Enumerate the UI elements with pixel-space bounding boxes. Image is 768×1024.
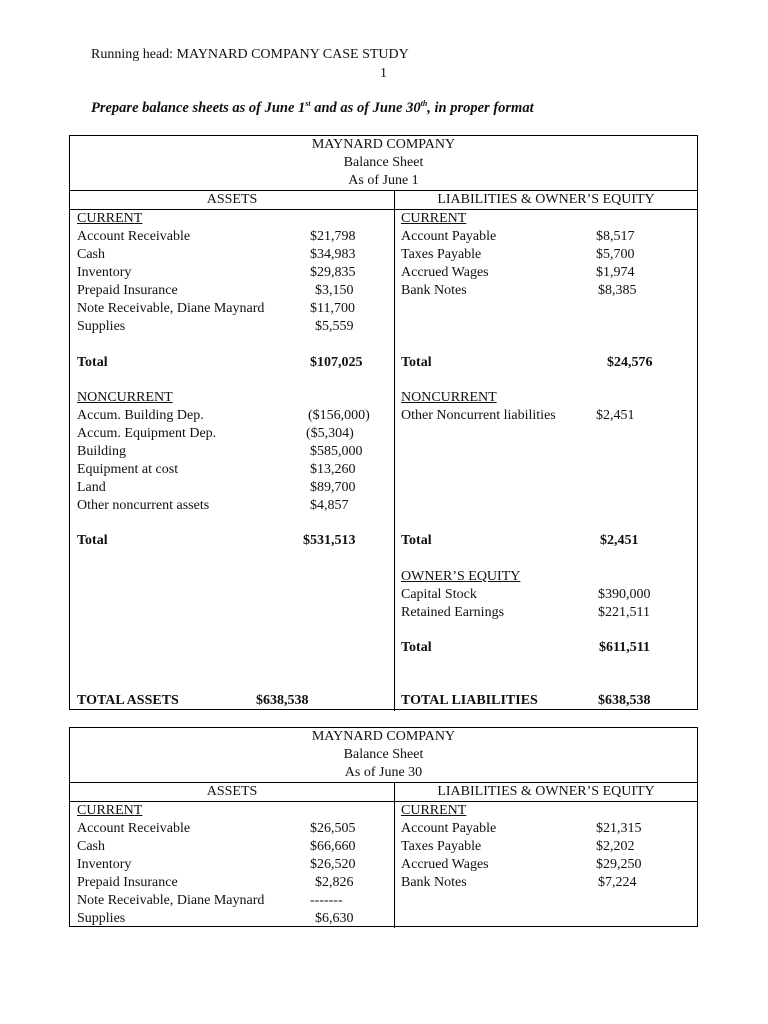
current-assets-total-label: Total <box>77 355 108 370</box>
liabilities-heading: LIABILITIES & OWNER’S EQUITY <box>437 784 655 799</box>
asset-row-name: Inventory <box>77 265 132 280</box>
asset-row-name: Prepaid Insurance <box>77 875 178 890</box>
asset-row-name: Land <box>77 480 106 495</box>
asset-row-name: Inventory <box>77 857 132 872</box>
asset-row-name: Note Receivable, Diane Maynard <box>77 301 265 316</box>
liability-row-name: Bank Notes <box>401 283 467 298</box>
asset-row-value: ($156,000) <box>308 408 370 423</box>
noncurrent-liabilities-label: NONCURRENT <box>401 390 497 405</box>
asset-row-value: $21,798 <box>310 229 356 244</box>
sheet-title: Balance Sheet <box>343 155 424 170</box>
equity-total: $611,511 <box>599 640 650 655</box>
asset-row-value: $5,559 <box>315 319 354 334</box>
total-liabilities-label: TOTAL LIABILITIES <box>401 693 538 708</box>
liability-row-name: Bank Notes <box>401 875 467 890</box>
noncurrent-liabilities-total-label: Total <box>401 533 432 548</box>
asset-row-name: Supplies <box>77 319 126 334</box>
liability-row-value: $2,202 <box>596 839 635 854</box>
asset-row-value: $34,983 <box>310 247 356 262</box>
sheet-header <box>70 728 697 783</box>
page-number: 1 <box>380 66 387 81</box>
asset-row-value: $2,826 <box>315 875 354 890</box>
current-liabilities-label: CURRENT <box>401 211 467 226</box>
noncurrent-assets-total: $531,513 <box>303 533 356 548</box>
liability-row-name: Taxes Payable <box>401 839 482 854</box>
instruction-heading: Prepare balance sheets as of June 1st and as of June 30th, in proper format <box>91 99 534 116</box>
column-headings <box>70 191 697 210</box>
asset-row-value: ($5,304) <box>306 426 354 441</box>
liability-row-name: Accrued Wages <box>401 265 489 280</box>
asset-row-name: Other noncurrent assets <box>77 498 210 513</box>
equity-row-name: Capital Stock <box>401 587 477 602</box>
column-headings <box>70 783 697 802</box>
equity-row-name: Retained Earnings <box>401 605 505 620</box>
asset-row-value: $6,630 <box>315 911 354 926</box>
noncurrent-assets-total-label: Total <box>77 533 108 548</box>
current-liabilities-label: CURRENT <box>401 803 467 818</box>
current-assets-label: CURRENT <box>77 803 143 818</box>
asset-row-name: Account Receivable <box>77 821 191 836</box>
equity-row-value: $221,511 <box>598 605 650 620</box>
liabilities-column <box>395 802 697 928</box>
noncurrent-liabilities-total: $2,451 <box>600 533 639 548</box>
liability-row-value: $5,700 <box>596 247 635 262</box>
balance-sheet-june-1 <box>69 135 698 710</box>
asset-row-value: $13,260 <box>310 462 356 477</box>
asset-row-name: Account Receivable <box>77 229 191 244</box>
liabilities-column <box>395 210 697 711</box>
liability-row-name: Taxes Payable <box>401 247 482 262</box>
asset-row-name: Cash <box>77 839 105 854</box>
liability-row-value: $29,250 <box>596 857 642 872</box>
owners-equity-label: OWNER’S EQUITY <box>401 569 521 584</box>
liability-row-value: $1,974 <box>596 265 635 280</box>
sheet-date: As of June 30 <box>344 765 423 780</box>
assets-heading: ASSETS <box>70 783 395 801</box>
current-liabilities-total: $24,576 <box>607 355 653 370</box>
liability-row-value: $2,451 <box>596 408 635 423</box>
asset-row-value: $66,660 <box>310 839 356 854</box>
running-head: Running head: MAYNARD COMPANY CASE STUDY <box>91 47 409 62</box>
current-assets-label: CURRENT <box>77 211 143 226</box>
liability-row-name: Accrued Wages <box>401 857 489 872</box>
asset-row-value: $29,835 <box>310 265 356 280</box>
current-assets-total: $107,025 <box>310 355 363 370</box>
company-name: MAYNARD COMPANY <box>311 729 456 744</box>
sheet-title: Balance Sheet <box>343 747 424 762</box>
asset-row-value: $26,520 <box>310 857 356 872</box>
noncurrent-assets-label: NONCURRENT <box>77 390 173 405</box>
liability-row-name: Account Payable <box>401 821 497 836</box>
liability-row-name: Account Payable <box>401 229 497 244</box>
asset-row-value: $11,700 <box>310 301 355 316</box>
liability-row-value: $8,517 <box>596 229 635 244</box>
liability-row-value: $8,385 <box>598 283 637 298</box>
asset-row-value: $3,150 <box>315 283 354 298</box>
current-liabilities-total-label: Total <box>401 355 432 370</box>
assets-heading: ASSETS <box>70 191 395 209</box>
asset-row-value: $585,000 <box>310 444 363 459</box>
asset-row-value: $89,700 <box>310 480 356 495</box>
sheet-date: As of June 1 <box>348 173 419 188</box>
equity-total-label: Total <box>401 640 432 655</box>
total-liabilities-value: $638,538 <box>598 693 651 708</box>
asset-row-name: Accum. Equipment Dep. <box>77 426 217 441</box>
total-assets-value: $638,538 <box>256 693 309 708</box>
asset-row-name: Prepaid Insurance <box>77 283 178 298</box>
asset-row-name: Accum. Building Dep. <box>77 408 204 423</box>
liability-row-value: $7,224 <box>598 875 637 890</box>
asset-row-name: Note Receivable, Diane Maynard <box>77 893 265 908</box>
asset-row-name: Cash <box>77 247 105 262</box>
total-assets-label: TOTAL ASSETS <box>77 693 179 708</box>
asset-row-value: $4,857 <box>310 498 349 513</box>
asset-row-value: ------- <box>310 893 343 908</box>
assets-column <box>70 210 395 711</box>
balance-sheet-june-30 <box>69 727 698 927</box>
liabilities-heading: LIABILITIES & OWNER’S EQUITY <box>437 192 655 207</box>
equity-row-value: $390,000 <box>598 587 651 602</box>
asset-row-name: Supplies <box>77 911 126 926</box>
asset-row-name: Building <box>77 444 127 459</box>
sheet-header <box>70 136 697 191</box>
asset-row-value: $26,505 <box>310 821 356 836</box>
assets-column <box>70 802 395 928</box>
liability-row-name: Other Noncurrent liabilities <box>401 408 556 423</box>
company-name: MAYNARD COMPANY <box>311 137 456 152</box>
liability-row-value: $21,315 <box>596 821 642 836</box>
asset-row-name: Equipment at cost <box>77 462 179 477</box>
